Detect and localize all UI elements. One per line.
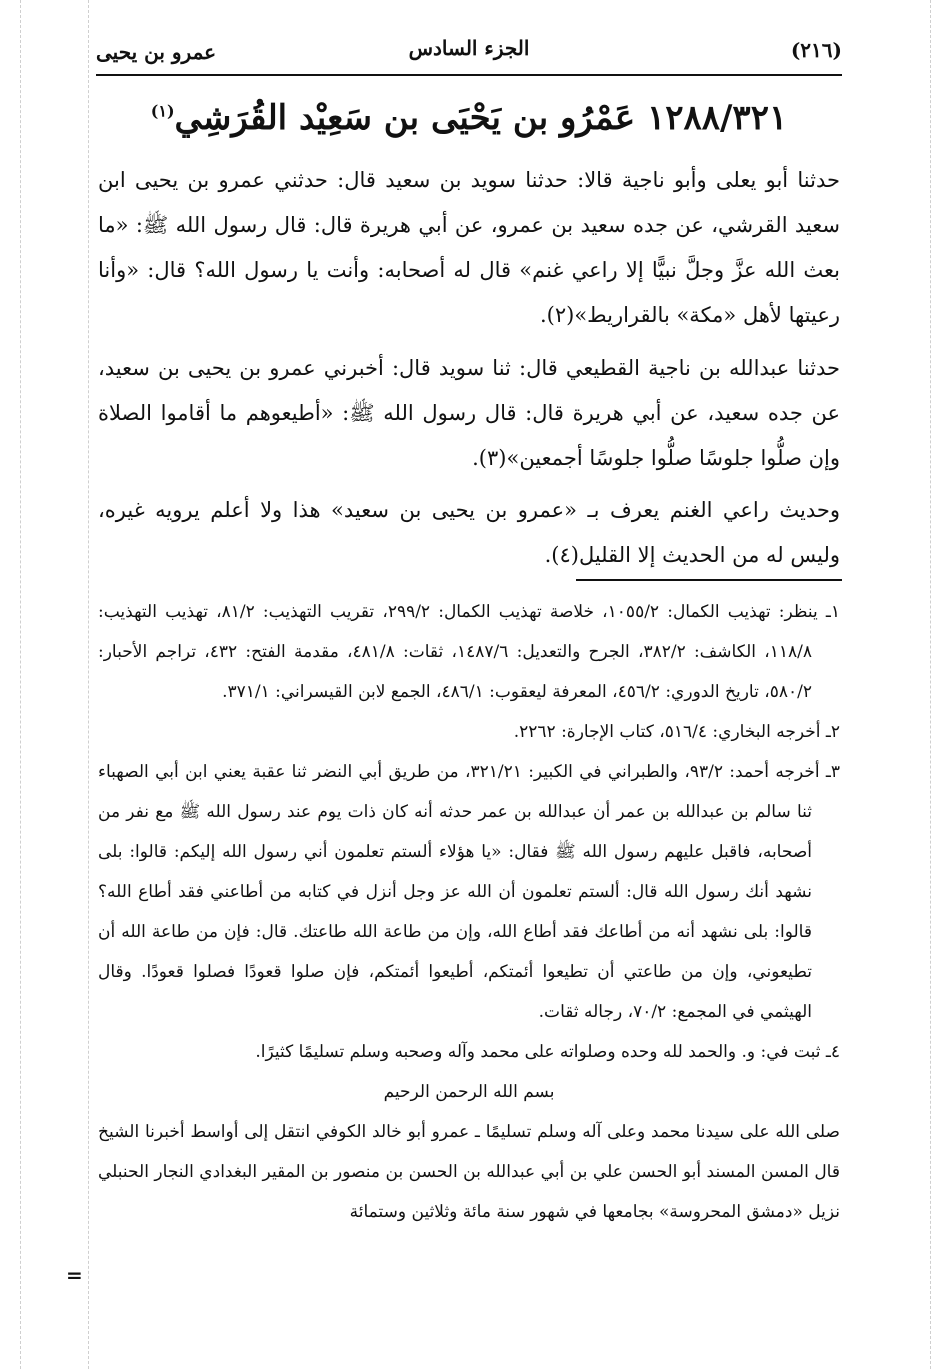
footnote-4: ٤ـ ثبت في: و. والحمد لله وحده وصلواته على محمد وآله وصحبه وسلم تسليمًا كثيرًا. <box>255 1042 840 1062</box>
continuation-mark: = <box>66 1263 83 1287</box>
entry-title-text: ١٢٨٨/٣٢١ عَمْرُو بن يَحْيَى بن سَعِيْد القُرَشِي <box>174 98 788 138</box>
footnotes <box>98 592 840 1232</box>
paragraph-2: حدثنا عبدالله بن ناجية القطيعي قال: ثنا سويد قال: أخبرني عمرو بن يحيى بن سعيد، عن جده سعيد، عن أبي هريرة قال: قال رسول الله ﷺ: «أطيعوهم ما أقاموا الصلاة وإن صلُّوا جلوسًا صلُّوا جلوسًا أجمعين»(٣). <box>98 356 840 470</box>
closing-text: صلى الله على سيدنا محمد وعلى آله وسلم تسليمًا ـ عمرو أبو خالد الكوفي انتقل إلى أواسط أخبرنا الشيخ قال المسن المسند أبو الحسن علي بن أبي عبدالله بن الحسن بن منصور بن المقير البغدادي النجار الحنبلي نزيل «دمشق المحروسة» بجامعها في شهور سنة مائة وثلاثين وستمائة <box>98 1122 840 1222</box>
margin-guide-inner-left <box>88 0 89 1369</box>
margin-guide-right <box>930 0 931 1369</box>
running-title: عمرو بن يحيى <box>96 40 217 64</box>
margin-guide-left <box>20 0 21 1369</box>
paragraph-1: حدثنا أبو يعلى وأبو ناجية قالا: حدثنا سويد بن سعيد قال: حدثني عمرو بن يحيى ابن سعيد القرشي، عن جده سعيد بن عمرو، عن أبي هريرة قال: قال رسول الله ﷺ: «ما بعث الله عزَّ وجلَّ نبيًّا إلا راعي غنم» قال له أصحابه: وأنت يا رسول الله؟ قال: «وأنا رعيتها لأهل «مكة» بالقراريط»(٢). <box>98 168 840 327</box>
page-number: (٢١٦) <box>790 38 842 62</box>
header-rule <box>96 74 842 76</box>
volume-label: الجزء السادس <box>408 36 530 60</box>
title-note-ref: (١) <box>150 101 175 121</box>
footnote-rule <box>576 579 842 581</box>
footnote-2: ٢ـ أخرجه البخاري: ٥١٦/٤، كتاب الإجارة: ٢٢٦٢. <box>513 722 840 742</box>
page-header <box>96 34 842 74</box>
footnote-3: ٣ـ أخرجه أحمد: ٩٣/٢، والطبراني في الكبير: ٣٢١/٢١، من طريق أبي النضر ثنا عقبة يعني ابن أبي الصهباء ثنا سالم بن عبدالله بن عمر أن عبدالله بن عمر حدثه أنه كان ذات يوم عند رسول الله ﷺ مع نفر من أصحابه، فاقبل عليهم رسول الله ﷺ فقال: «يا هؤلاء ألستم تعلمون أني رسول الله إليكم: قالوا: بلى نشهد أنك رسول الله قال: ألستم تعلمون أن الله عز وجل أنزل في كتابه من أطاعني فقد أطاع الله؟ قالوا: بلى نشهد أنه من أطاعك فقد أطاع الله، وإن من طاعة الله طاعتك. قال: فإن من طاعة الله أن تطيعوني، وإن من طاعتي أن تطيعوا أئمتكم، أطيعوا أئمتكم، فإن صلوا قعودًا فصلوا قعودًا. وقال الهيثمي في المجمع: ٧٠/٢، رجاله ثقات. <box>98 762 841 1022</box>
entry-title <box>96 98 842 138</box>
paragraph-3: وحديث راعي الغنم يعرف بـ «عمرو بن يحيى بن سعيد» هذا ولا أعلم يرويه غيره، وليس له من الحديث إلا القليل(٤). <box>98 498 840 567</box>
basmala: بسم الله الرحمن الرحيم <box>383 1082 555 1102</box>
footnote-1: ١ـ ينظر: تهذيب الكمال: ١٠٥٥/٢، خلاصة تهذيب الكمال: ٢٩٩/٢، تقريب التهذيب: ٨١/٢، تهذيب التهذيب: ١١٨/٨، الكاشف: ٣٨٢/٢، الجرح والتعديل: ١٤٨٧/٦، ثقات: ٤٨١/٨، مقدمة الفتح: ٤٣٢، تراجم الأحبار: ٥٨٠/٢، تاريخ الدوري: ٤٥٦/٢، المعرفة ليعقوب: ٤٨٦/١، الجمع لابن القيسراني: ٣٧١/١. <box>98 602 840 702</box>
